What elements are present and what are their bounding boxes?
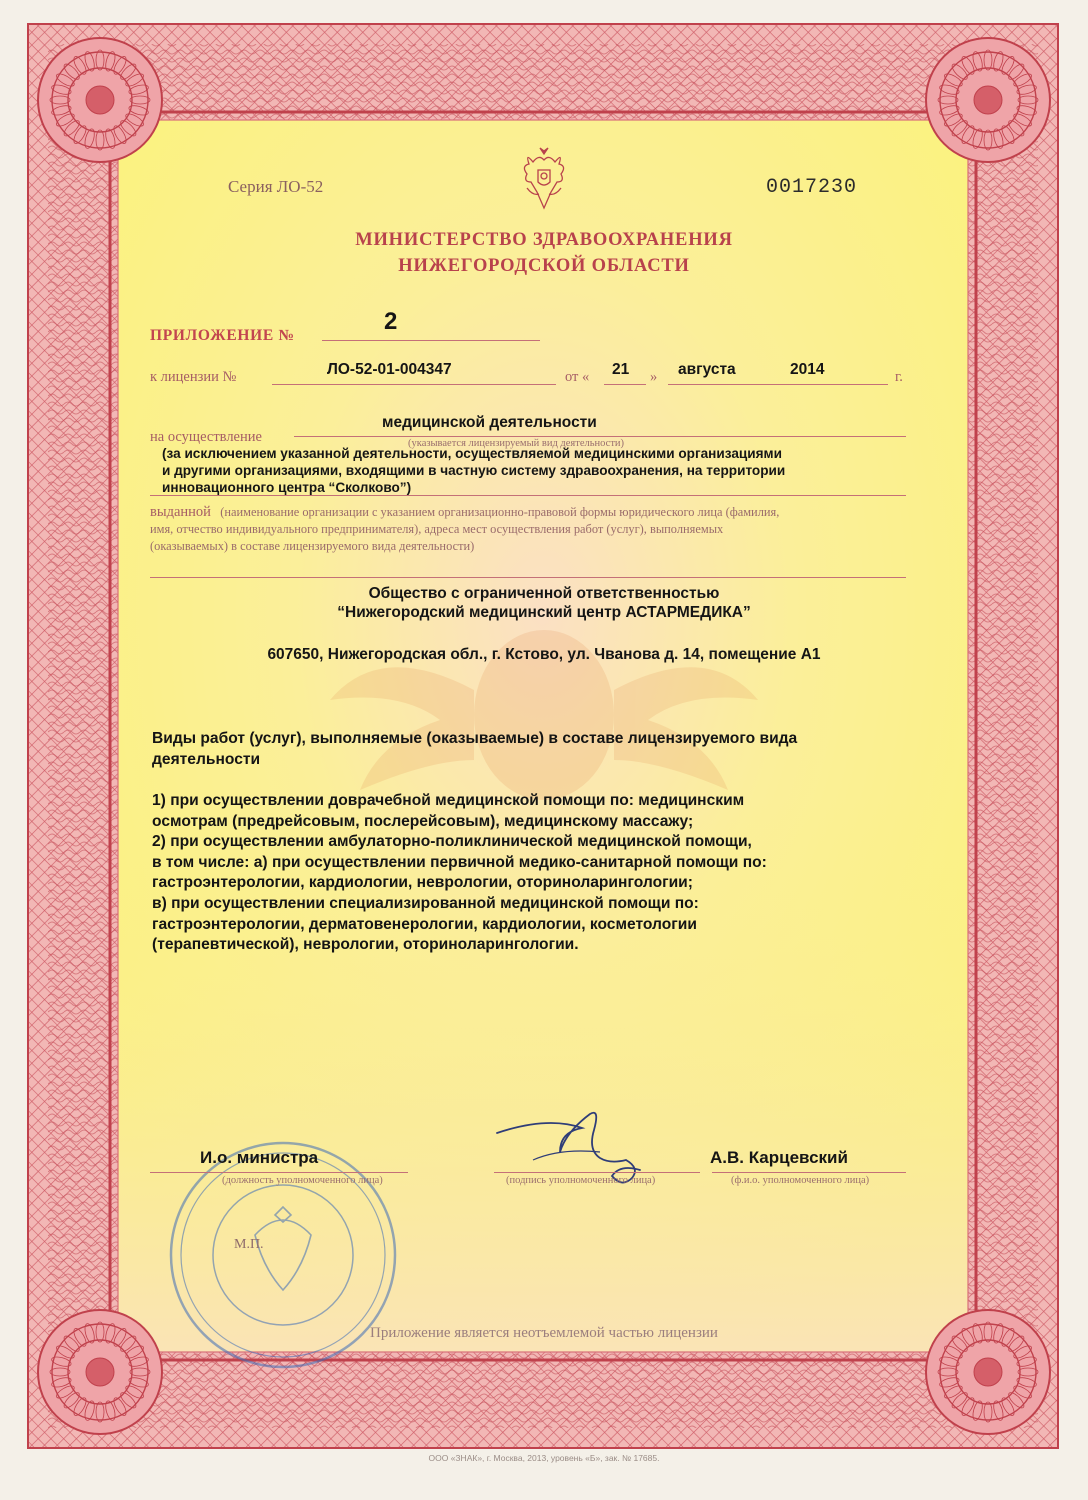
license-day-underline	[604, 384, 646, 385]
organization-name	[0, 584, 1088, 622]
services-line: осмотрам (предрейсовым, послерейсовым), медицинскому массажу;	[152, 812, 694, 830]
issued-label: выданной	[150, 504, 211, 520]
issued-block	[150, 504, 920, 555]
signer-position-note: (должность уполномоченного лица)	[222, 1175, 383, 1186]
activity-exclusion-underline	[150, 495, 906, 496]
activity-exclusion-line1: (за исключением указанной деятельности, осуществляемой медицинскими организациями	[162, 446, 782, 461]
signer-name-note: (ф.и.о. уполномоченного лица)	[731, 1175, 870, 1186]
signer-name: А.В. Карцевский	[710, 1148, 848, 1167]
license-day: 21	[612, 361, 630, 378]
corner-rosette-top-left	[38, 38, 162, 162]
ministry-name-line1: МИНИСТЕРСТВО ЗДРАВООХРАНЕНИЯ	[355, 230, 733, 250]
license-year-suffix: г.	[895, 369, 903, 385]
issued-note-line1: (наименование организации с указанием организационно-правовой формы юридического лица (фамилия,	[220, 505, 780, 519]
form-number: 0017230	[766, 176, 858, 199]
activity-underline	[294, 436, 906, 437]
services-list	[152, 791, 767, 956]
signature-note: (подпись уполномоченного лица)	[506, 1175, 656, 1186]
signer-position-underline	[150, 1172, 408, 1173]
issued-note-line3: (оказываемых) в составе лицензируемого вида деятельности)	[150, 539, 475, 553]
services-line: в) при осуществлении специализированной медицинской помощи по:	[152, 894, 699, 912]
issued-underline	[150, 577, 906, 578]
issued-note-line2: имя, отчество индивидуального предпринимателя), адреса мест осуществления работ (услуг), выполняемых	[150, 522, 724, 536]
signature-underline	[494, 1172, 700, 1173]
signer-name-underline	[712, 1172, 906, 1173]
activity-value: медицинской деятельности	[382, 414, 597, 431]
license-from-label: от «	[565, 369, 590, 385]
services-heading-line1: Виды работ (услуг), выполняемые (оказываемые) в составе лицензируемого вида	[152, 730, 798, 747]
license-label: к лицензии №	[150, 369, 237, 385]
activity-exclusion-line3: инновационного центра “Сколково”)	[162, 480, 412, 495]
stamp-place-label: М.П.	[234, 1237, 264, 1252]
activity-label: на осуществление	[150, 429, 262, 445]
integral-part-note: Приложение является неотъемлемой частью лицензии	[370, 1325, 718, 1341]
appendix-label: ПРИЛОЖЕНИЕ №	[150, 327, 295, 344]
activity-exclusion-line2: и другими организациями, входящими в частную систему здравоохранения, на территории	[162, 463, 786, 478]
license-date-underline	[668, 384, 888, 385]
activity-exclusion	[162, 445, 785, 496]
services-line: (терапевтической), неврологии, оториноларингологии.	[152, 936, 579, 954]
corner-rosette-top-right	[926, 38, 1050, 162]
services-line: гастроэнтерологии, кардиологии, неврологии, оториноларингологии;	[152, 874, 693, 892]
services-line: гастроэнтерологии, дерматовенерологии, кардиологии, косметологии	[152, 915, 697, 933]
activity-note: (указывается лицензируемый вид деятельности)	[408, 438, 625, 449]
signer-position: И.о. министра	[200, 1148, 319, 1167]
license-month: августа	[678, 361, 736, 378]
organization-address: 607650, Нижегородская обл., г. Кстово, ул. Чванова д. 14, помещение А1	[267, 646, 821, 663]
services-line: в том числе: а) при осуществлении первичной медико-санитарной помощи по:	[152, 853, 767, 871]
organization-name-line2: “Нижегородский медицинский центр АСТАРМЕДИКА”	[337, 604, 751, 621]
services-heading	[152, 729, 797, 770]
license-year: 2014	[790, 361, 825, 378]
appendix-number: 2	[384, 308, 398, 335]
series-label: Серия ЛО-52	[228, 177, 324, 196]
appendix-number-underline	[322, 340, 540, 341]
license-number-underline	[272, 384, 556, 385]
license-number: ЛО-52-01-004347	[327, 361, 452, 378]
services-line: 1) при осуществлении доврачебной медицинской помощи по: медицинским	[152, 792, 745, 809]
license-close-quote: »	[650, 369, 658, 385]
ministry-name-line2: НИЖЕГОРОДСКОЙ ОБЛАСТИ	[398, 256, 690, 276]
services-line: 2) при осуществлении амбулаторно-поликлинической медицинской помощи,	[152, 833, 752, 851]
printer-imprint: ООО «ЗНАК», г. Москва, 2013, уровень «Б», зак. № 17685.	[428, 1453, 660, 1463]
organization-name-line1: Общество с ограниченной ответственностью	[368, 585, 720, 602]
services-heading-line2: деятельности	[152, 750, 261, 768]
